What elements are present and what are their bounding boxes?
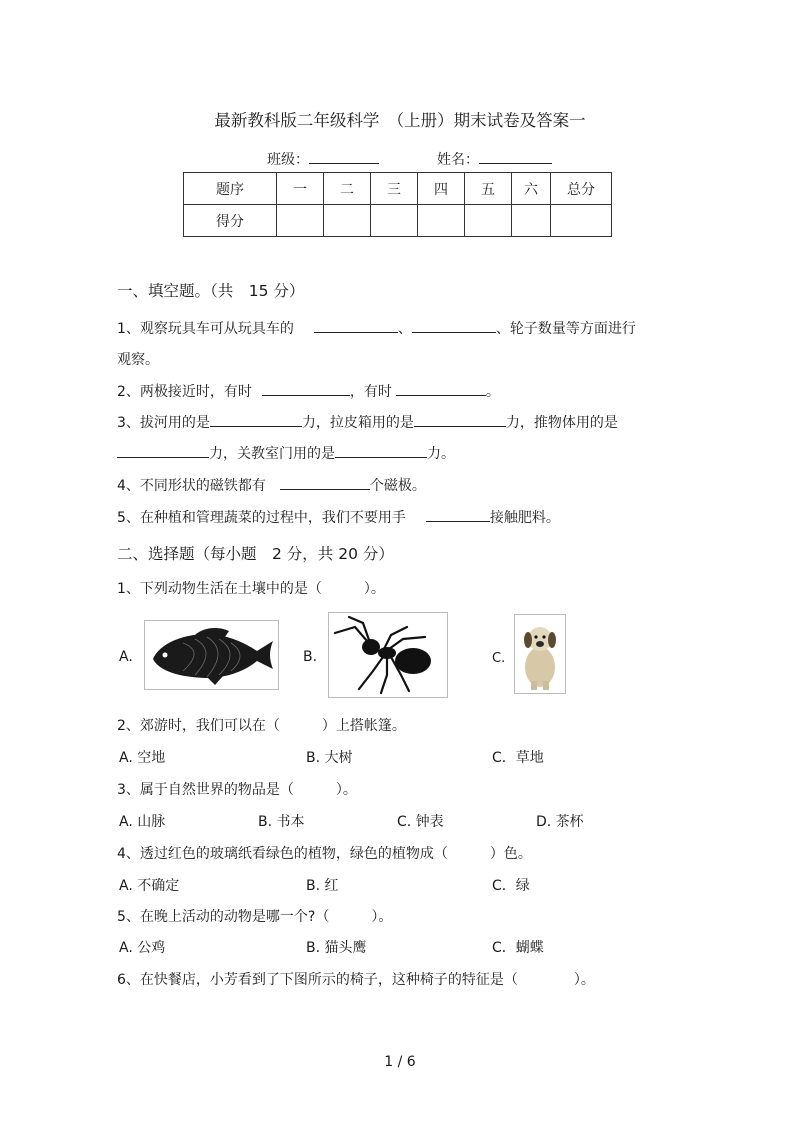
fill-question-5 bbox=[117, 507, 560, 527]
section2-heading: 二、选择题（每小题 2 分，共 20 分） bbox=[117, 545, 394, 563]
q5-option-b: B. 猫头鹰 bbox=[306, 940, 367, 956]
score-header-cell: 总分 bbox=[551, 173, 612, 205]
score-cell bbox=[324, 205, 371, 237]
ant-image bbox=[328, 612, 448, 698]
q3-blank-2 bbox=[414, 425, 506, 427]
q3-text-d: 力，关教室门用的是 bbox=[209, 446, 335, 462]
score-cell bbox=[512, 205, 551, 237]
score-cell bbox=[551, 205, 612, 237]
score-header-cell: 题序 bbox=[184, 173, 277, 205]
q3-blank-4 bbox=[335, 456, 427, 458]
q1-option-a-label: A. bbox=[119, 649, 133, 665]
q5-option-a: A. 公鸡 bbox=[119, 940, 166, 956]
q5-blank-1 bbox=[426, 520, 490, 522]
q1-option-c-label: C. bbox=[492, 651, 506, 666]
name-label-text: 姓名： bbox=[437, 152, 479, 168]
q3-option-a: A. 山脉 bbox=[119, 814, 166, 830]
score-cell bbox=[277, 205, 324, 237]
q3-text-b: 力，拉皮箱用的是 bbox=[301, 415, 414, 431]
choice-question-5: 5、在晚上活动的动物是哪一个?（ ）。 bbox=[117, 909, 393, 925]
q3-text-a: 3、拔河用的是 bbox=[117, 415, 210, 431]
score-header-cell: 五 bbox=[465, 173, 512, 205]
fill-question-4 bbox=[117, 475, 426, 495]
q2-option-b: B. 大树 bbox=[306, 750, 353, 766]
q3-option-d: D. 茶杯 bbox=[536, 814, 584, 830]
fill-question-3 bbox=[117, 412, 618, 432]
q4-text-b: 个磁极。 bbox=[369, 478, 426, 494]
score-header-cell: 二 bbox=[324, 173, 371, 205]
score-cell bbox=[371, 205, 418, 237]
q3-option-c: C. 钟表 bbox=[397, 814, 444, 830]
choice-question-2: 2、郊游时，我们可以在（ ）上搭帐篷。 bbox=[117, 718, 406, 734]
q1-text-a: 1、观察玩具车可从玩具车的 bbox=[117, 321, 294, 337]
page-title: 最新教科版二年级科学 （上册）期末试卷及答案一 bbox=[214, 111, 586, 130]
class-blank bbox=[309, 162, 379, 164]
q3-option-b: B. 书本 bbox=[258, 814, 305, 830]
dog-icon bbox=[515, 615, 565, 693]
ant-icon bbox=[329, 613, 447, 697]
q1-blank-1 bbox=[314, 331, 398, 333]
class-label bbox=[267, 149, 379, 169]
score-row-label: 得分 bbox=[184, 205, 277, 237]
choice-question-4: 4、透过红色的玻璃纸看绿色的植物，绿色的植物成（ ）色。 bbox=[117, 846, 532, 862]
q2-text-b: ，有时 bbox=[349, 384, 392, 400]
q4-option-a: A. 不确定 bbox=[119, 878, 180, 894]
q2-text-a: 2、两极接近时，有时 bbox=[117, 384, 252, 400]
name-label bbox=[437, 149, 552, 169]
q4-option-c: C．绿 bbox=[492, 878, 530, 894]
q2-blank-2 bbox=[396, 394, 486, 396]
fill-question-3-cont bbox=[117, 443, 455, 463]
fill-question-1 bbox=[117, 318, 636, 338]
q4-blank-1 bbox=[280, 488, 370, 490]
dog-image bbox=[514, 614, 566, 694]
q1-text-c: 、轮子数量等方面进行 bbox=[495, 321, 636, 337]
choice-question-3: 3、属于自然世界的物品是（ ）。 bbox=[117, 782, 357, 798]
choice-question-6: 6、在快餐店，小芳看到了下图所示的椅子，这种椅子的特征是（ ）。 bbox=[117, 972, 595, 988]
score-header-cell: 四 bbox=[418, 173, 465, 205]
choice-question-1: 1、下列动物生活在土壤中的是（ ）。 bbox=[117, 581, 385, 597]
q5-option-c: C．蝴蝶 bbox=[492, 940, 544, 956]
fill-question-2 bbox=[117, 381, 500, 401]
q1-text-b: 、 bbox=[397, 321, 412, 337]
q1-blank-2 bbox=[412, 331, 496, 333]
q2-text-c: 。 bbox=[485, 384, 500, 400]
class-label-text: 班级： bbox=[267, 152, 309, 168]
score-header-cell: 一 bbox=[277, 173, 324, 205]
score-table bbox=[183, 172, 612, 237]
q3-blank-3 bbox=[117, 456, 209, 458]
q3-text-e: 力。 bbox=[427, 446, 455, 462]
score-table-score-row bbox=[184, 205, 612, 237]
q3-blank-1 bbox=[210, 425, 302, 427]
score-header-cell: 三 bbox=[371, 173, 418, 205]
q2-option-a: A. 空地 bbox=[119, 750, 166, 766]
q5-text-b: 接触肥料。 bbox=[489, 510, 560, 526]
fish-icon bbox=[145, 621, 278, 689]
q2-blank-1 bbox=[262, 394, 350, 396]
page-number: 1 / 6 bbox=[384, 1054, 416, 1070]
q4-option-b: B. 红 bbox=[306, 878, 339, 894]
q2-option-c: C．草地 bbox=[492, 750, 544, 766]
score-cell bbox=[418, 205, 465, 237]
fill-question-1-cont: 观察。 bbox=[117, 352, 159, 368]
fish-image bbox=[144, 620, 279, 690]
section1-heading: 一、填空题。（共 15 分） bbox=[117, 282, 305, 300]
q3-text-c: 力，推物体用的是 bbox=[505, 415, 618, 431]
q5-text-a: 5、在种植和管理蔬菜的过程中，我们不要用手 bbox=[117, 510, 406, 526]
score-header-cell: 六 bbox=[512, 173, 551, 205]
score-table-header-row bbox=[184, 173, 612, 205]
q1-option-b-label: B. bbox=[303, 649, 318, 665]
q4-text-a: 4、不同形状的磁铁都有 bbox=[117, 478, 266, 494]
score-cell bbox=[465, 205, 512, 237]
name-blank bbox=[479, 162, 552, 164]
